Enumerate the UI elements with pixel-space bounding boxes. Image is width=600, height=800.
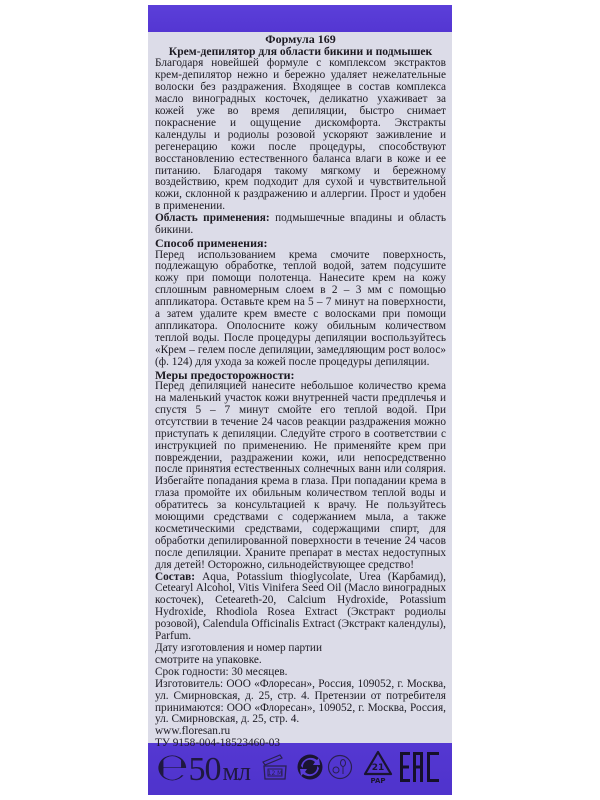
batch-info-line2: смотрите на упаковке. bbox=[155, 653, 262, 666]
product-box-back bbox=[148, 5, 452, 795]
svg-text:12 M: 12 M bbox=[267, 769, 283, 777]
green-dot-recycle-icon bbox=[296, 753, 324, 786]
product-description: Благодаря новейшей формуле с комплексом экстрактов крем-депилятор нежно и бережно удаляет нежелательные волоски без раздражения. Входящее в состав комплекса масло виноградных косточек, деликатно ухаживает за кожей уже во время депиляции, быстро снимает покраснение и ощущение дискомфорта. Экстракты календулы и родиолы розовой ускоряют заживление и регенерацию кожи после процедуры, способствуют восстановлению естественного баланса влаги в коже и ее питанию. Благодаря такому мягкому и бережному воздействию, крем подходит для сухой и чувствительной кожи, склонной к раздражению и аллергии. Прост и удобен в применении. bbox=[155, 57, 446, 213]
composition bbox=[155, 572, 446, 643]
usage-heading: Способ применения: bbox=[155, 236, 268, 250]
precautions-text: Перед депиляцией нанесите небольшое количество крема на маленький участок кожи внутренней части предплечья и спустя 5 – 7 минут смойте его теплой водой. При отсутствии в течение 24 часов реакции раздражения можно приступать к депиляции. Следуйте строго в соответствии с инструкцией по применению. Не применяйте крем при повреждении, раздражении кожи, или непосредственно после принятия естественных солнечных ванн или солярия. Избегайте попадания крема в глаза. При попадании крема в глаза промойте их обильным количеством теплой воды и обратитесь за консультацией к врачу. Не пользуйтесь моющими средствами с содержанием мыла, а также косметическими средствами, содержащими спирт, для обработки депилированной поверхности в течение 24 часов после депиляции. Храните препарат в местах недоступных для детей! Осторожно, сильнодействующее средство! bbox=[155, 380, 446, 571]
formula-number: Формула 169 bbox=[265, 32, 336, 46]
top-purple-band bbox=[148, 5, 452, 32]
shelf-life: Срок годности: 30 месяцев. bbox=[155, 665, 288, 678]
batch-info-line1: Дату изготовления и номер партии bbox=[155, 642, 323, 654]
volume-unit: мл bbox=[222, 756, 250, 786]
cosmetic-use-icon bbox=[327, 754, 353, 785]
volume-label bbox=[156, 744, 250, 789]
pao-jar-icon bbox=[260, 753, 290, 786]
composition-text: Aqua, Potassium thioglycolate, Urea (Карбамид), Cetearyl Alcohol, Vitis Vinifera Seed Oil (Масло виноградных косточек), Ceteareth-20, Calcium Hydroxide, Potassium Hydroxide, Rhodiola Rosea Extract (Экстракт родиолы розовой), Calendula Officinalis Extract (Экстракт календулы), Parfum. bbox=[155, 570, 446, 643]
composition-label: Состав: bbox=[155, 570, 196, 583]
website: www.floresan.ru bbox=[155, 725, 231, 738]
application-area-text: подмышечные впадины и область бикини. bbox=[155, 212, 446, 237]
manufacturer-info: Изготовитель: ООО «Флоресан», Россия, 109052, г. Москва, ул. Смирновская, д. 25, стр. 4. Претензии от потребителя принимаются: ООО «Флоресан», 109052, г. Москва, Россия, ул. Смирновская, д. 25, стр. 4. bbox=[155, 677, 446, 726]
certification-icons-row bbox=[148, 745, 452, 793]
volume-value: 50 bbox=[188, 750, 221, 788]
info-panel bbox=[148, 32, 452, 750]
application-area-label: Область применения: bbox=[155, 212, 270, 225]
usage-text: Перед использованием крема смочите поверхность, подлежащую обработке, теплой водой, затем подсушите кожу при помощи полотенца. Нанесите крем на кожу сплошным равномерным слоем в 2 – 3 мм с помощью аппликатора. Оставьте крем на 5 – 7 минут на поверхности, а затем удалите крем вместе с волосками при помощи аппликатора. Ополосните кожу обильным количеством теплой воды. После процедуры депиляции воспользуйтесь «Крем – гелем после депиляции, замедляющим рост волос» (ф. 124) для ухода за кожей после процедуры депиляции. bbox=[155, 248, 446, 368]
product-name: Крем-депилятор для области бикини и подмышек bbox=[168, 45, 433, 58]
eac-mark-icon bbox=[399, 750, 441, 789]
application-area bbox=[155, 213, 446, 237]
estimated-sign-icon: ℮ bbox=[156, 744, 188, 789]
recycle-triangle-icon bbox=[361, 749, 395, 790]
svg-text:PAP: PAP bbox=[370, 776, 386, 785]
tech-spec-number: ТУ 9158-004-18523460-03 bbox=[155, 737, 281, 750]
svg-text:21: 21 bbox=[371, 762, 385, 773]
precautions-heading: Меры предосторожности: bbox=[155, 367, 295, 382]
